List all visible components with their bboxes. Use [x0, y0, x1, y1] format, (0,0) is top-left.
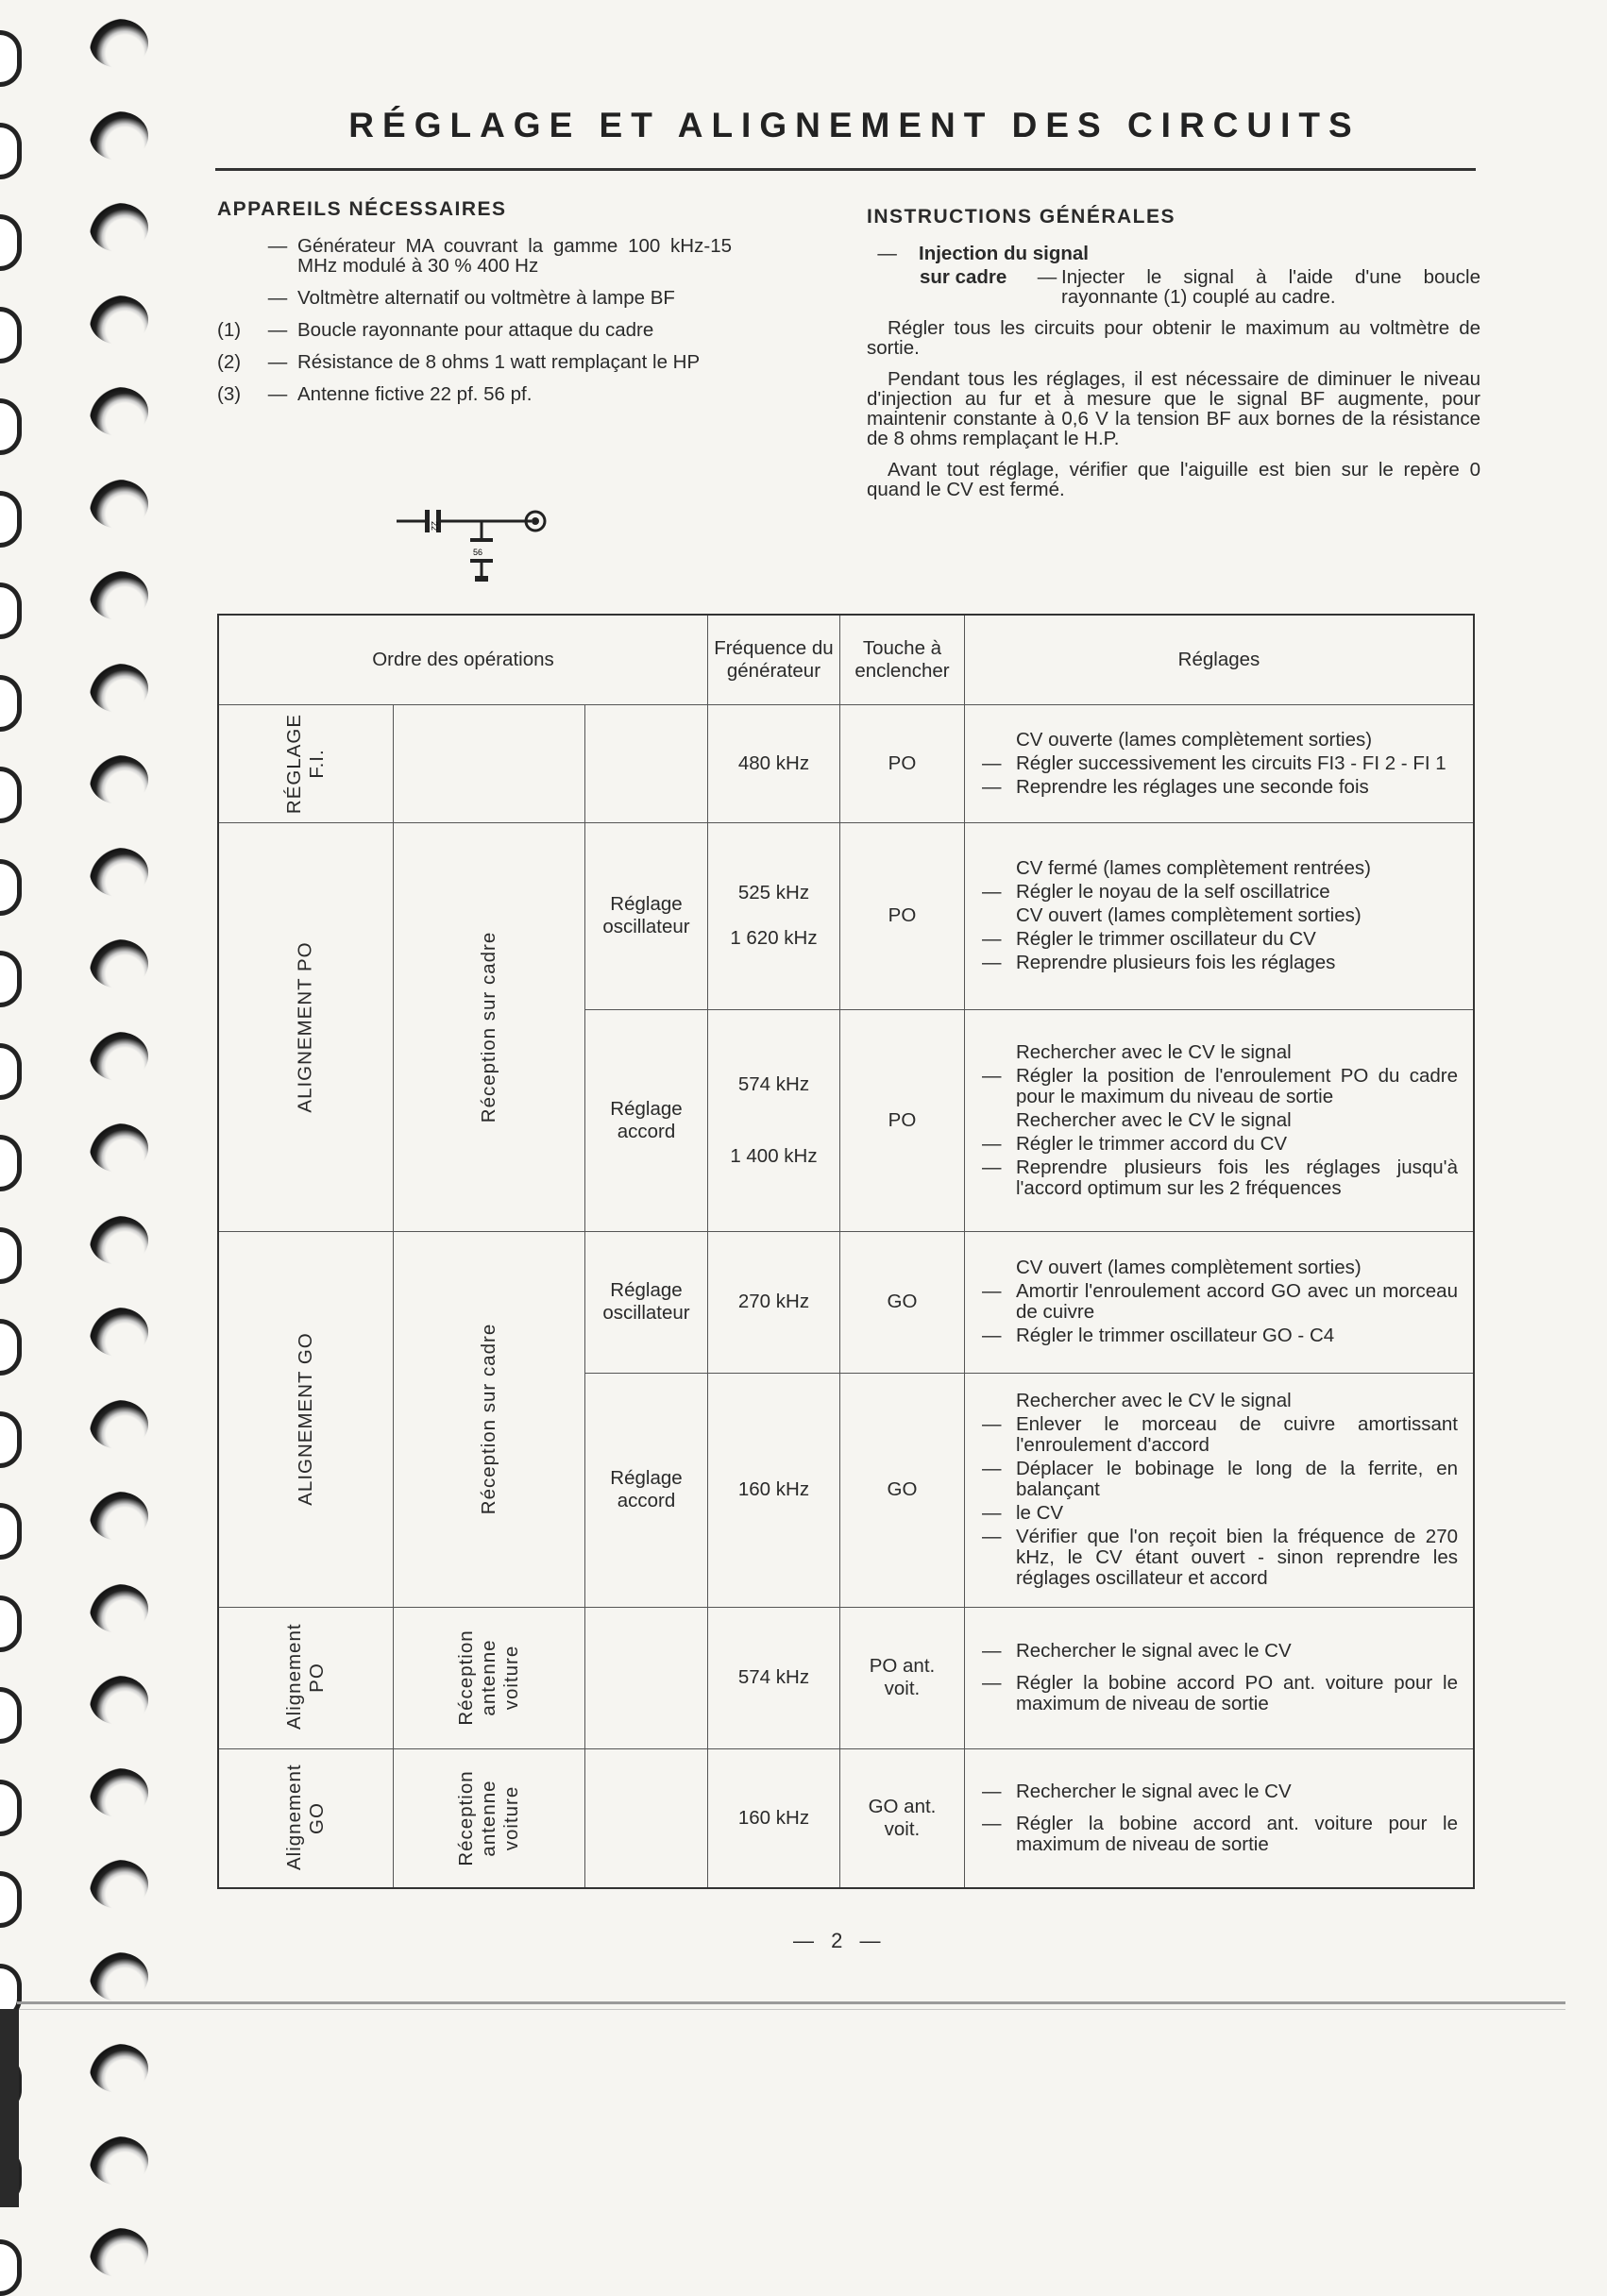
binder-ring [90, 1860, 148, 1909]
reglages-cell: Rechercher avec le CV le signal — Enlever le morceau de cuivre amortissant l'enroulement d'accord — Déplacer le bobinage le long de la ferrite, en balançant — le CV — Vérifier que l'on reçoit bien la fréquence de 270 kHz, le CV étant ouvert - sinon reprendre les réglages oscillateur et accord [964, 1373, 1474, 1607]
freq-cell: 160 kHz [707, 1373, 839, 1607]
binder-ring [90, 19, 148, 68]
title-rule [215, 168, 1476, 171]
reglages-cell: CV ouvert (lames complètement sorties) — Amortir l'enroulement accord GO avec un morceau de cuivre — Régler le trimmer oscillateur GO - C4 [964, 1231, 1474, 1373]
reception-po: Réception sur cadre [393, 822, 584, 1231]
freq-cell: 574 kHz [707, 1607, 839, 1748]
group-po-car: Alignement PO [218, 1607, 393, 1748]
binder-ring [90, 848, 148, 897]
reglages-cell: — Rechercher le signal avec le CV — Régler la bobine accord PO ant. voiture pour le maximum de niveau de sortie [964, 1607, 1474, 1748]
instructions-body [867, 244, 1480, 511]
touche-cell: PO [839, 822, 964, 1009]
binder-ring [90, 1123, 148, 1173]
binder-ring [90, 1032, 148, 1081]
binder-hole [0, 1227, 22, 1284]
equipment-item: (3) — Antenne fictive 22 pf. 56 pf. [217, 383, 533, 405]
binder-ring [90, 1952, 148, 2001]
binder-hole [0, 951, 22, 1007]
binder-hole [0, 767, 22, 823]
table-row [218, 822, 1474, 1009]
page-title: RÉGLAGE ET ALIGNEMENT DES CIRCUITS [348, 106, 1361, 144]
binder-ring [90, 203, 148, 252]
binder-ring [90, 1216, 148, 1265]
page-fold [17, 2001, 1565, 2004]
binder-hole [0, 1411, 22, 1468]
binder-hole [0, 582, 22, 639]
binder-ring [90, 939, 148, 988]
binder-hole [0, 1595, 22, 1652]
op-cell: Réglage accord [584, 1373, 707, 1607]
table-row [218, 1231, 1474, 1373]
binder-ring [90, 111, 148, 160]
table-row [218, 1748, 1474, 1888]
binder-ring [90, 1676, 148, 1725]
cap-56-label: 56 [473, 548, 483, 557]
binder-ring [90, 1400, 148, 1449]
freq-cell: 160 kHz [707, 1748, 839, 1888]
table-row [218, 704, 1474, 822]
header-order: Ordre des opérations [218, 615, 707, 704]
binder-ring [90, 1308, 148, 1357]
group-fi: RÉGLAGE F.I. [218, 704, 393, 822]
binder-ring [90, 387, 148, 436]
instruction-paragraph: Pendant tous les réglages, il est nécessaire de diminuer le niveau d'injection au fur et à mesure que le signal BF augmente, pour maintenir constante à 0,6 V la tension BF aux bornes de la résistance de 8 ohms remplaçant le H.P. [867, 368, 1480, 449]
reglages-cell: CV fermé (lames complètement rentrées) — Régler le noyau de la self oscillatrice CV ouvert (lames complètement sorties) — Régler le trimmer oscillateur du CV — Reprendre plusieurs fois les réglages [964, 822, 1474, 1009]
op-cell: Réglage oscillateur [584, 1231, 707, 1373]
binder-ring [90, 664, 148, 713]
touche-cell: PO [839, 1009, 964, 1231]
header-touche: Touche à enclencher [839, 615, 964, 704]
binder-hole [0, 491, 22, 548]
binder-hole [0, 1043, 22, 1100]
binder-hole [0, 123, 22, 179]
binder-hole [0, 2239, 22, 2296]
touche-cell: GO ant. voit. [839, 1748, 964, 1888]
header-freq: Fréquence du générateur [707, 615, 839, 704]
binder-ring [90, 1584, 148, 1633]
page-fold-line [17, 2009, 1565, 2010]
binder-ring [90, 480, 148, 529]
instruction-paragraph: Régler tous les circuits pour obtenir le maximum au voltmètre de sortie. [867, 317, 1480, 359]
binder-hole [0, 1780, 22, 1836]
reglages-cell: CV ouverte (lames complètement sorties) — Régler successivement les circuits FI3 - FI 2 - FI 1 — Reprendre les réglages une seconde fois [964, 704, 1474, 822]
equipment-item: (2) — Résistance de 8 ohms 1 watt remplaçant le HP [217, 351, 701, 373]
reglages-cell: — Rechercher le signal avec le CV — Régler la bobine accord ant. voiture pour le maximum de niveau de sortie [964, 1748, 1474, 1888]
reception-go-car: Réception antenne voiture [393, 1748, 584, 1888]
equipment-heading: APPAREILS NÉCESSAIRES [217, 198, 507, 220]
binder-hole [0, 859, 22, 916]
instruction-paragraph: Avant tout réglage, vérifier que l'aiguille est bien sur le repère 0 quand le CV est fermé. [867, 459, 1480, 500]
equipment-list [217, 236, 732, 416]
header-reglages: Réglages [964, 615, 1474, 704]
binder-ring [90, 2044, 148, 2093]
freq-cell: 270 kHz [707, 1231, 839, 1373]
group-po: ALIGNEMENT PO [218, 822, 393, 1231]
freq-cell: 480 kHz [707, 704, 839, 822]
antenna-schematic [392, 500, 552, 585]
reception-go: Réception sur cadre [393, 1231, 584, 1607]
binder-ring [90, 2228, 148, 2277]
binder-hole [0, 30, 22, 87]
touche-cell: GO [839, 1231, 964, 1373]
table-row [218, 1607, 1474, 1748]
freq-cell: 525 kHz 1 620 kHz [707, 822, 839, 1009]
binder-hole [0, 398, 22, 455]
binder-hole [0, 1503, 22, 1560]
binder-ring [90, 2136, 148, 2186]
table-header-row [218, 615, 1474, 704]
op-cell: Réglage accord [584, 1009, 707, 1231]
page-number: — 2 — [793, 1929, 887, 1952]
binder-hole [0, 1687, 22, 1744]
injection-line: — Injection du signal [867, 243, 1089, 264]
binder-spine [0, 2009, 19, 2207]
reception-po-car: Réception antenne voiture [393, 1607, 584, 1748]
equipment-item: — Générateur MA couvrant la gamme 100 kHz-15 MHz modulé à 30 % 400 Hz [267, 235, 732, 277]
binder-ring [90, 571, 148, 620]
operations-table [217, 614, 1475, 1889]
binder-hole [0, 1319, 22, 1376]
binder-hole [0, 307, 22, 363]
touche-cell: PO [839, 704, 964, 822]
equipment-item: (1) — Boucle rayonnante pour attaque du cadre [217, 319, 654, 341]
op-cell: Réglage oscillateur [584, 822, 707, 1009]
binder-hole [0, 1135, 22, 1191]
group-go-car: Alignement GO [218, 1748, 393, 1888]
binder-hole [0, 214, 22, 271]
binder-hole [0, 1871, 22, 1928]
binder-ring [90, 755, 148, 804]
reglages-cell: Rechercher avec le CV le signal — Régler la position de l'enroulement PO du cadre pour le maximum du niveau de sortie Rechercher avec le CV le signal — Régler le trimmer accord du CV — Reprendre plusieurs fois les réglages jusqu'à l'accord optimum sur les 2 fréquences [964, 1009, 1474, 1231]
instructions-heading: INSTRUCTIONS GÉNÉRALES [867, 206, 1176, 228]
cap-22-label: 22 [430, 521, 439, 532]
equipment-item: — Voltmètre alternatif ou voltmètre à lampe BF [267, 287, 675, 309]
binder-ring [90, 1492, 148, 1541]
touche-cell: PO ant. voit. [839, 1607, 964, 1748]
cadre-line: sur cadre — Injecter le signal à l'aide d'une boucle rayonnante (1) couplé au cadre. [920, 266, 1480, 308]
binder-ring [90, 1768, 148, 1817]
freq-cell: 574 kHz 1 400 kHz [707, 1009, 839, 1231]
group-go: ALIGNEMENT GO [218, 1231, 393, 1607]
binder-hole [0, 675, 22, 732]
touche-cell: GO [839, 1373, 964, 1607]
binder-ring [90, 295, 148, 345]
